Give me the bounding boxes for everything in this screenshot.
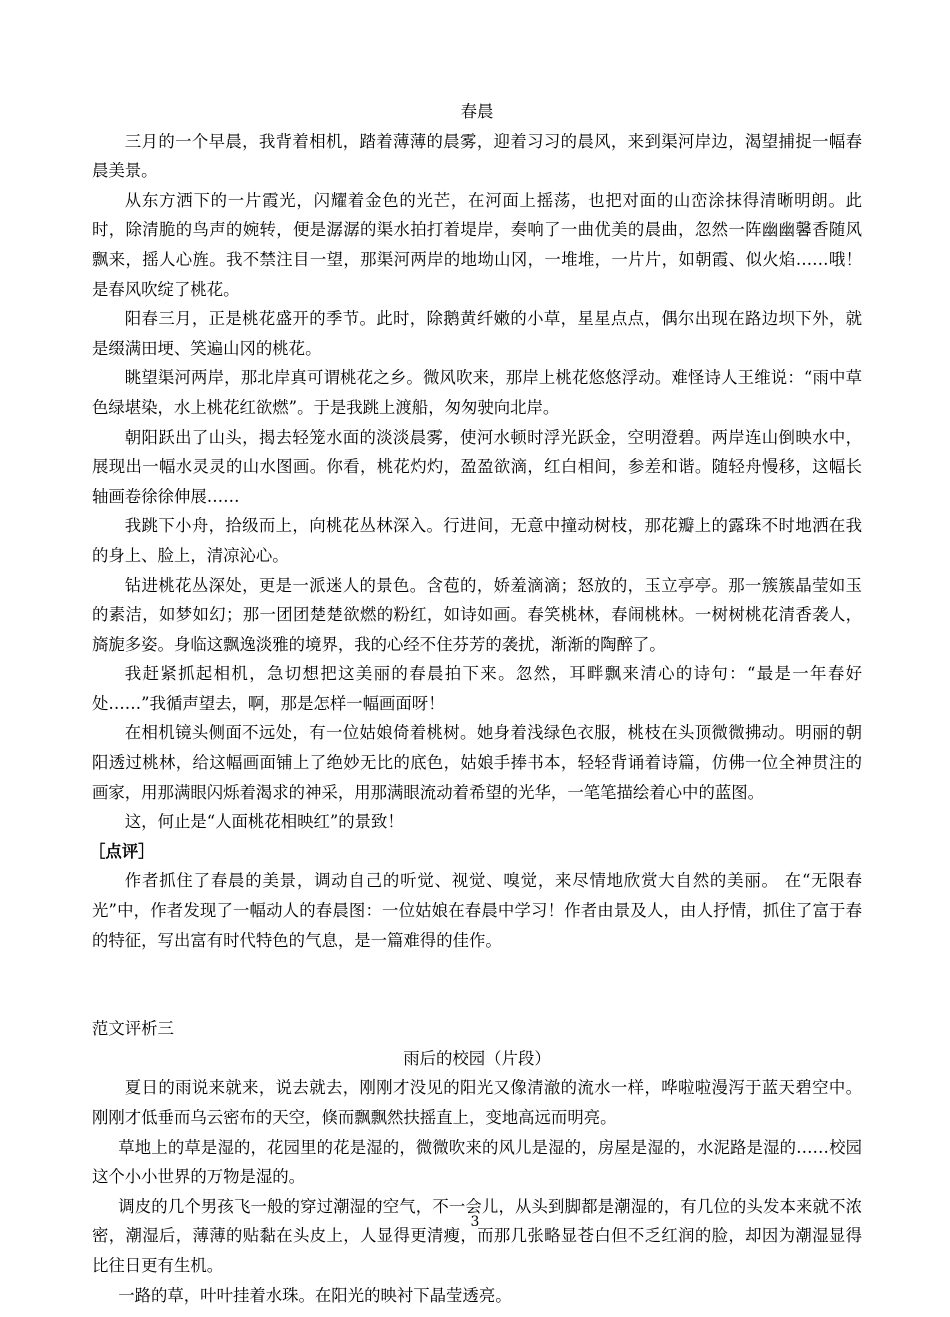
essay-paragraph: 我跳下小舟，拾级而上，向桃花丛林深入。行进间，无意中撞动树枝，那花瓣上的露珠不时地洒在我的身上、脸上，清凉沁心。: [92, 516, 862, 565]
essay-paragraph: 我赶紧抓起相机，急切想把这美丽的春晨拍下来。忽然，耳畔飘来清心的诗句：“最是一年春好处……”我循声望去，啊，那是怎样一幅画面呀！: [92, 664, 862, 713]
section-paragraph: 调皮的几个男孩飞一般的穿过潮湿的空气，不一会儿，从头到脚都是潮湿的，有几位的头发本来就不浓密，潮湿后，薄薄的贴黏在头皮上，人显得更清瘦，而那几张略显苍白但不乏红润的脸，却因为潮湿显得比往日更有生机。: [92, 1196, 862, 1275]
section-paragraph: 夏日的雨说来就来，说去就去，刚刚才没见的阳光又像清澈的流水一样，哗啦啦漫泻于蓝天碧空中。刚刚才低垂而乌云密布的天空，倏而飘飘然扶摇直上，变地高远而明亮。: [92, 1078, 862, 1127]
essay-paragraph: 三月的一个早晨，我背着相机，踏着薄薄的晨雾，迎着习习的晨风，来到渠河岸边，渴望捕捉一幅春晨美景。: [92, 131, 862, 181]
essay-paragraph: 这，何止是“人面桃花相映红”的景致！: [124, 812, 404, 832]
comment-paragraph: 作者抓住了春晨的美景，调动自己的听觉、视觉、嗅觉，来尽情地欣赏大自然的美丽。 在“无限春光”中，作者发现了一幅动人的春晨图：一位姑娘在春晨中学习！作者由景及人，由人抒情，抓住了富于春的特征，写出富有时代特色的气息，是一篇难得的佳作。: [92, 871, 862, 950]
essay-title: 春晨: [460, 102, 494, 121]
section-gap: [92, 955, 862, 1014]
page-number: 3: [470, 1214, 480, 1230]
essay-paragraph: 钻进桃花丛深处，更是一派迷人的景色。含苞的，娇羞滴滴；怒放的，玉立亭亭。那一簇簇晶莹如玉的素洁，如梦如幻；那一团团楚楚欲燃的粉红，如诗如画。春笑桃林，春闹桃林。一树树桃花清香袭人，旖旎多姿。身临这飘逸淡雅的境界，我的心经不住芬芳的袭扰，渐渐的陶醉了。: [92, 575, 862, 654]
essay-paragraph: 从东方洒下的一片霞光，闪耀着金色的光芒，在河面上摇荡，也把对面的山峦涂抹得清晰明朗。此时，除清脆的鸟声的婉转，便是潺潺的渠水拍打着堤岸，奏响了一曲优美的晨曲，忽然一阵幽幽馨香随风飘来，摇人心旌。我不禁注目一望，那渠河两岸的地坳山冈，一堆堆，一片片，如朝霞、似火焰……哦！是春风吹绽了桃花。: [92, 190, 862, 299]
section-title: 雨后的校园（片段）: [403, 1048, 551, 1068]
essay-paragraph: 朝阳跃出了山头，揭去轻笼水面的淡淡晨雾，使河水顿时浮光跃金，空明澄碧。两岸连山倒映水中，展现出一幅水灵灵的山水图画。你看，桃花灼灼，盈盈欲滴，红白相间，参差和谐。随轻舟慢移，这幅长轴画卷徐徐伸展……: [92, 427, 862, 506]
essay-paragraph: 在相机镜头侧面不远处，有一位姑娘倚着桃树。她身着浅绿色衣服，桃枝在头顶微微拂动。明丽的朝阳透过桃林，给这幅画面铺上了绝妙无比的底色，姑娘手捧书本，轻轻背诵着诗篇，仿佛一位全神贯注的画家，用那满眼闪烁着渴求的神采，用那满眼流动着希望的光华，一笔笔描绘着心中的蓝图。: [92, 723, 862, 802]
section-label: 范文评析三: [92, 1019, 174, 1039]
section-paragraph: 草地上的草是湿的，花园里的花是湿的，微微吹来的风儿是湿的，房屋是湿的，水泥路是湿的……校园这个小小世界的万物是湿的。: [92, 1137, 862, 1187]
essay-paragraph: 眺望渠河两岸，那北岸真可谓桃花之乡。微风吹来，那岸上桃花悠悠浮动。难怪诗人王维说：“雨中草色绿堪染，水上桃花红欲燃”。于是我跳上渡船，匆匆驶向北岸。: [92, 368, 862, 417]
page-content: [89, 97, 862, 1310]
essay-paragraph: 阳春三月，正是桃花盛开的季节。此时，除鹅黄纤嫩的小草，星星点点，偶尔出现在路边坝下外，就是缀满田埂、笑遍山冈的桃花。: [92, 309, 862, 358]
comment-label: ［点评］: [89, 841, 155, 861]
section-paragraph: 一路的草，叶叶挂着水珠。在阳光的映衬下晶莹透亮。: [118, 1285, 512, 1305]
